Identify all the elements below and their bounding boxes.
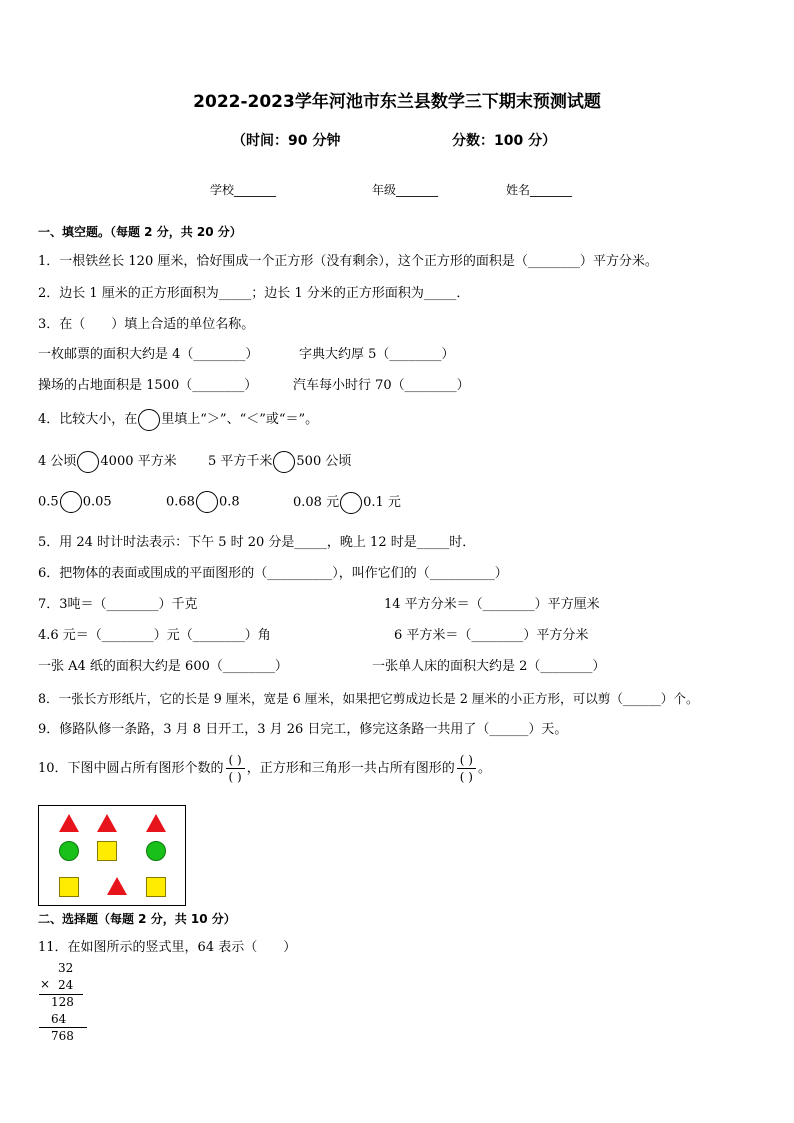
question-2: 2．边长 1 厘米的正方形面积为_____；边长 1 分米的正方形面积为_____． bbox=[38, 286, 470, 301]
name-field: 姓名_______ bbox=[506, 183, 573, 197]
compare-circle[interactable] bbox=[196, 491, 218, 513]
yellow-square bbox=[146, 877, 166, 897]
calc-multiplier: 24 bbox=[58, 978, 74, 992]
numerator: ( ) bbox=[226, 752, 245, 769]
grade-field: 年级_______ bbox=[372, 183, 439, 197]
numerator: ( ) bbox=[457, 752, 476, 769]
yellow-square bbox=[59, 877, 79, 897]
question-7e: 一张 A4 纸的面积大约是 600（________） bbox=[38, 659, 288, 674]
compare-circle[interactable] bbox=[77, 451, 99, 473]
question-7f: 一张单人床的面积大约是 2（________） bbox=[372, 659, 606, 674]
page-title: 2022-2023学年河池市东兰县数学三下期末预测试题 bbox=[193, 92, 601, 112]
question-5: 5．用 24 时计时法表示：下午 5 时 20 分是_____，晚上 12 时是_____时． bbox=[38, 535, 476, 550]
compare-item bbox=[38, 491, 112, 513]
yellow-square bbox=[97, 841, 117, 861]
green-circle bbox=[146, 841, 166, 861]
compare-item bbox=[166, 491, 240, 513]
question-10-text-end: 。 bbox=[477, 761, 491, 776]
compare-circle bbox=[138, 409, 160, 431]
question-3d: 汽车每小时行 70（________） bbox=[293, 378, 470, 393]
calc-partial-2: 64 bbox=[51, 1012, 67, 1026]
question-3b: 字典大约厚 5（________） bbox=[299, 347, 455, 362]
red-triangle bbox=[97, 814, 117, 832]
question-7b: 14 平方分米＝（________）平方厘米 bbox=[384, 597, 600, 612]
compare-left: 4 公顷 bbox=[38, 454, 77, 469]
fraction-blank[interactable] bbox=[226, 752, 245, 785]
question-11: 11．在如图所示的竖式里，64 表示（ ） bbox=[38, 940, 297, 955]
compare-right: 0.8 bbox=[218, 494, 240, 510]
question-6: 6．把物体的表面或围成的平面图形的（__________），叫作它们的（__________） bbox=[38, 566, 508, 581]
fraction-blank[interactable] bbox=[457, 752, 476, 785]
compare-left: 5 平方千米 bbox=[208, 454, 273, 469]
compare-circle[interactable] bbox=[60, 491, 82, 513]
compare-left: 0.68 bbox=[166, 494, 195, 510]
calc-partial-1: 128 bbox=[51, 995, 74, 1009]
compare-left: 0.08 元 bbox=[293, 495, 340, 510]
red-triangle bbox=[146, 814, 166, 832]
calc-result: 768 bbox=[51, 1029, 74, 1043]
denominator: ( ) bbox=[459, 770, 473, 784]
question-10-text-mid: ，正方形和三角形一共占所有图形的 bbox=[246, 761, 455, 776]
question-3c: 操场的占地面积是 1500（________） bbox=[38, 378, 258, 393]
question-4 bbox=[38, 408, 318, 431]
question-4-text-rest: 里填上“＞”、“＜”或“＝”。 bbox=[161, 412, 319, 427]
question-3: 3．在（ ）填上合适的单位名称。 bbox=[38, 317, 255, 332]
question-8: 8．一张长方形纸片，它的长是 9 厘米，宽是 6 厘米，如果把它剪成边长是 2 厘米的小正方形，可以剪（______）个。 bbox=[38, 691, 699, 706]
section-heading: 一、填空题。（每题 2 分，共 20 分） bbox=[38, 225, 242, 239]
question-4-text: 4．比较大小，在 bbox=[38, 412, 138, 427]
school-field: 学校_______ bbox=[210, 183, 277, 197]
compare-item bbox=[208, 450, 351, 473]
question-3a: 一枚邮票的面积大约是 4（________） bbox=[38, 347, 259, 362]
shapes-figure bbox=[38, 805, 186, 906]
question-7c: 4.6 元＝（________）元（________）角 bbox=[38, 628, 271, 643]
compare-left: 0.5 bbox=[38, 494, 59, 510]
question-9: 9．修路队修一条路，3 月 8 日开工，3 月 26 日完工，修完这条路一共用了（______）天。 bbox=[38, 722, 568, 737]
question-10 bbox=[38, 752, 491, 785]
question-7a: 7．3吨＝（________）千克 bbox=[38, 597, 198, 612]
compare-right: 4000 平方米 bbox=[100, 454, 177, 469]
compare-circle[interactable] bbox=[273, 451, 295, 473]
compare-right: 500 公顷 bbox=[296, 454, 352, 469]
section-heading: 二、选择题（每题 2 分，共 10 分） bbox=[38, 912, 236, 926]
denominator: ( ) bbox=[228, 770, 242, 784]
compare-circle[interactable] bbox=[340, 492, 362, 514]
question-10-text: 10．下图中圆占所有图形个数的 bbox=[38, 761, 224, 776]
green-circle bbox=[59, 841, 79, 861]
question-7d: 6 平方米＝（________）平方分米 bbox=[394, 628, 589, 643]
compare-right: 0.1 元 bbox=[363, 495, 401, 510]
exam-score: 分数：100 分） bbox=[452, 133, 557, 149]
red-triangle bbox=[59, 814, 79, 832]
question-1: 1．一根铁丝长 120 厘米，恰好围成一个正方形（没有剩余），这个正方形的面积是（________）平方分米。 bbox=[38, 254, 658, 269]
compare-item bbox=[38, 450, 177, 473]
compare-right: 0.05 bbox=[82, 494, 112, 510]
compare-item bbox=[293, 491, 401, 514]
red-triangle bbox=[107, 877, 127, 895]
exam-time: （时间：90 分钟 bbox=[232, 133, 341, 149]
calc-rule bbox=[39, 1027, 87, 1028]
calc-multiplicand: 32 bbox=[58, 961, 74, 975]
calc-times-sign: × bbox=[40, 977, 51, 991]
